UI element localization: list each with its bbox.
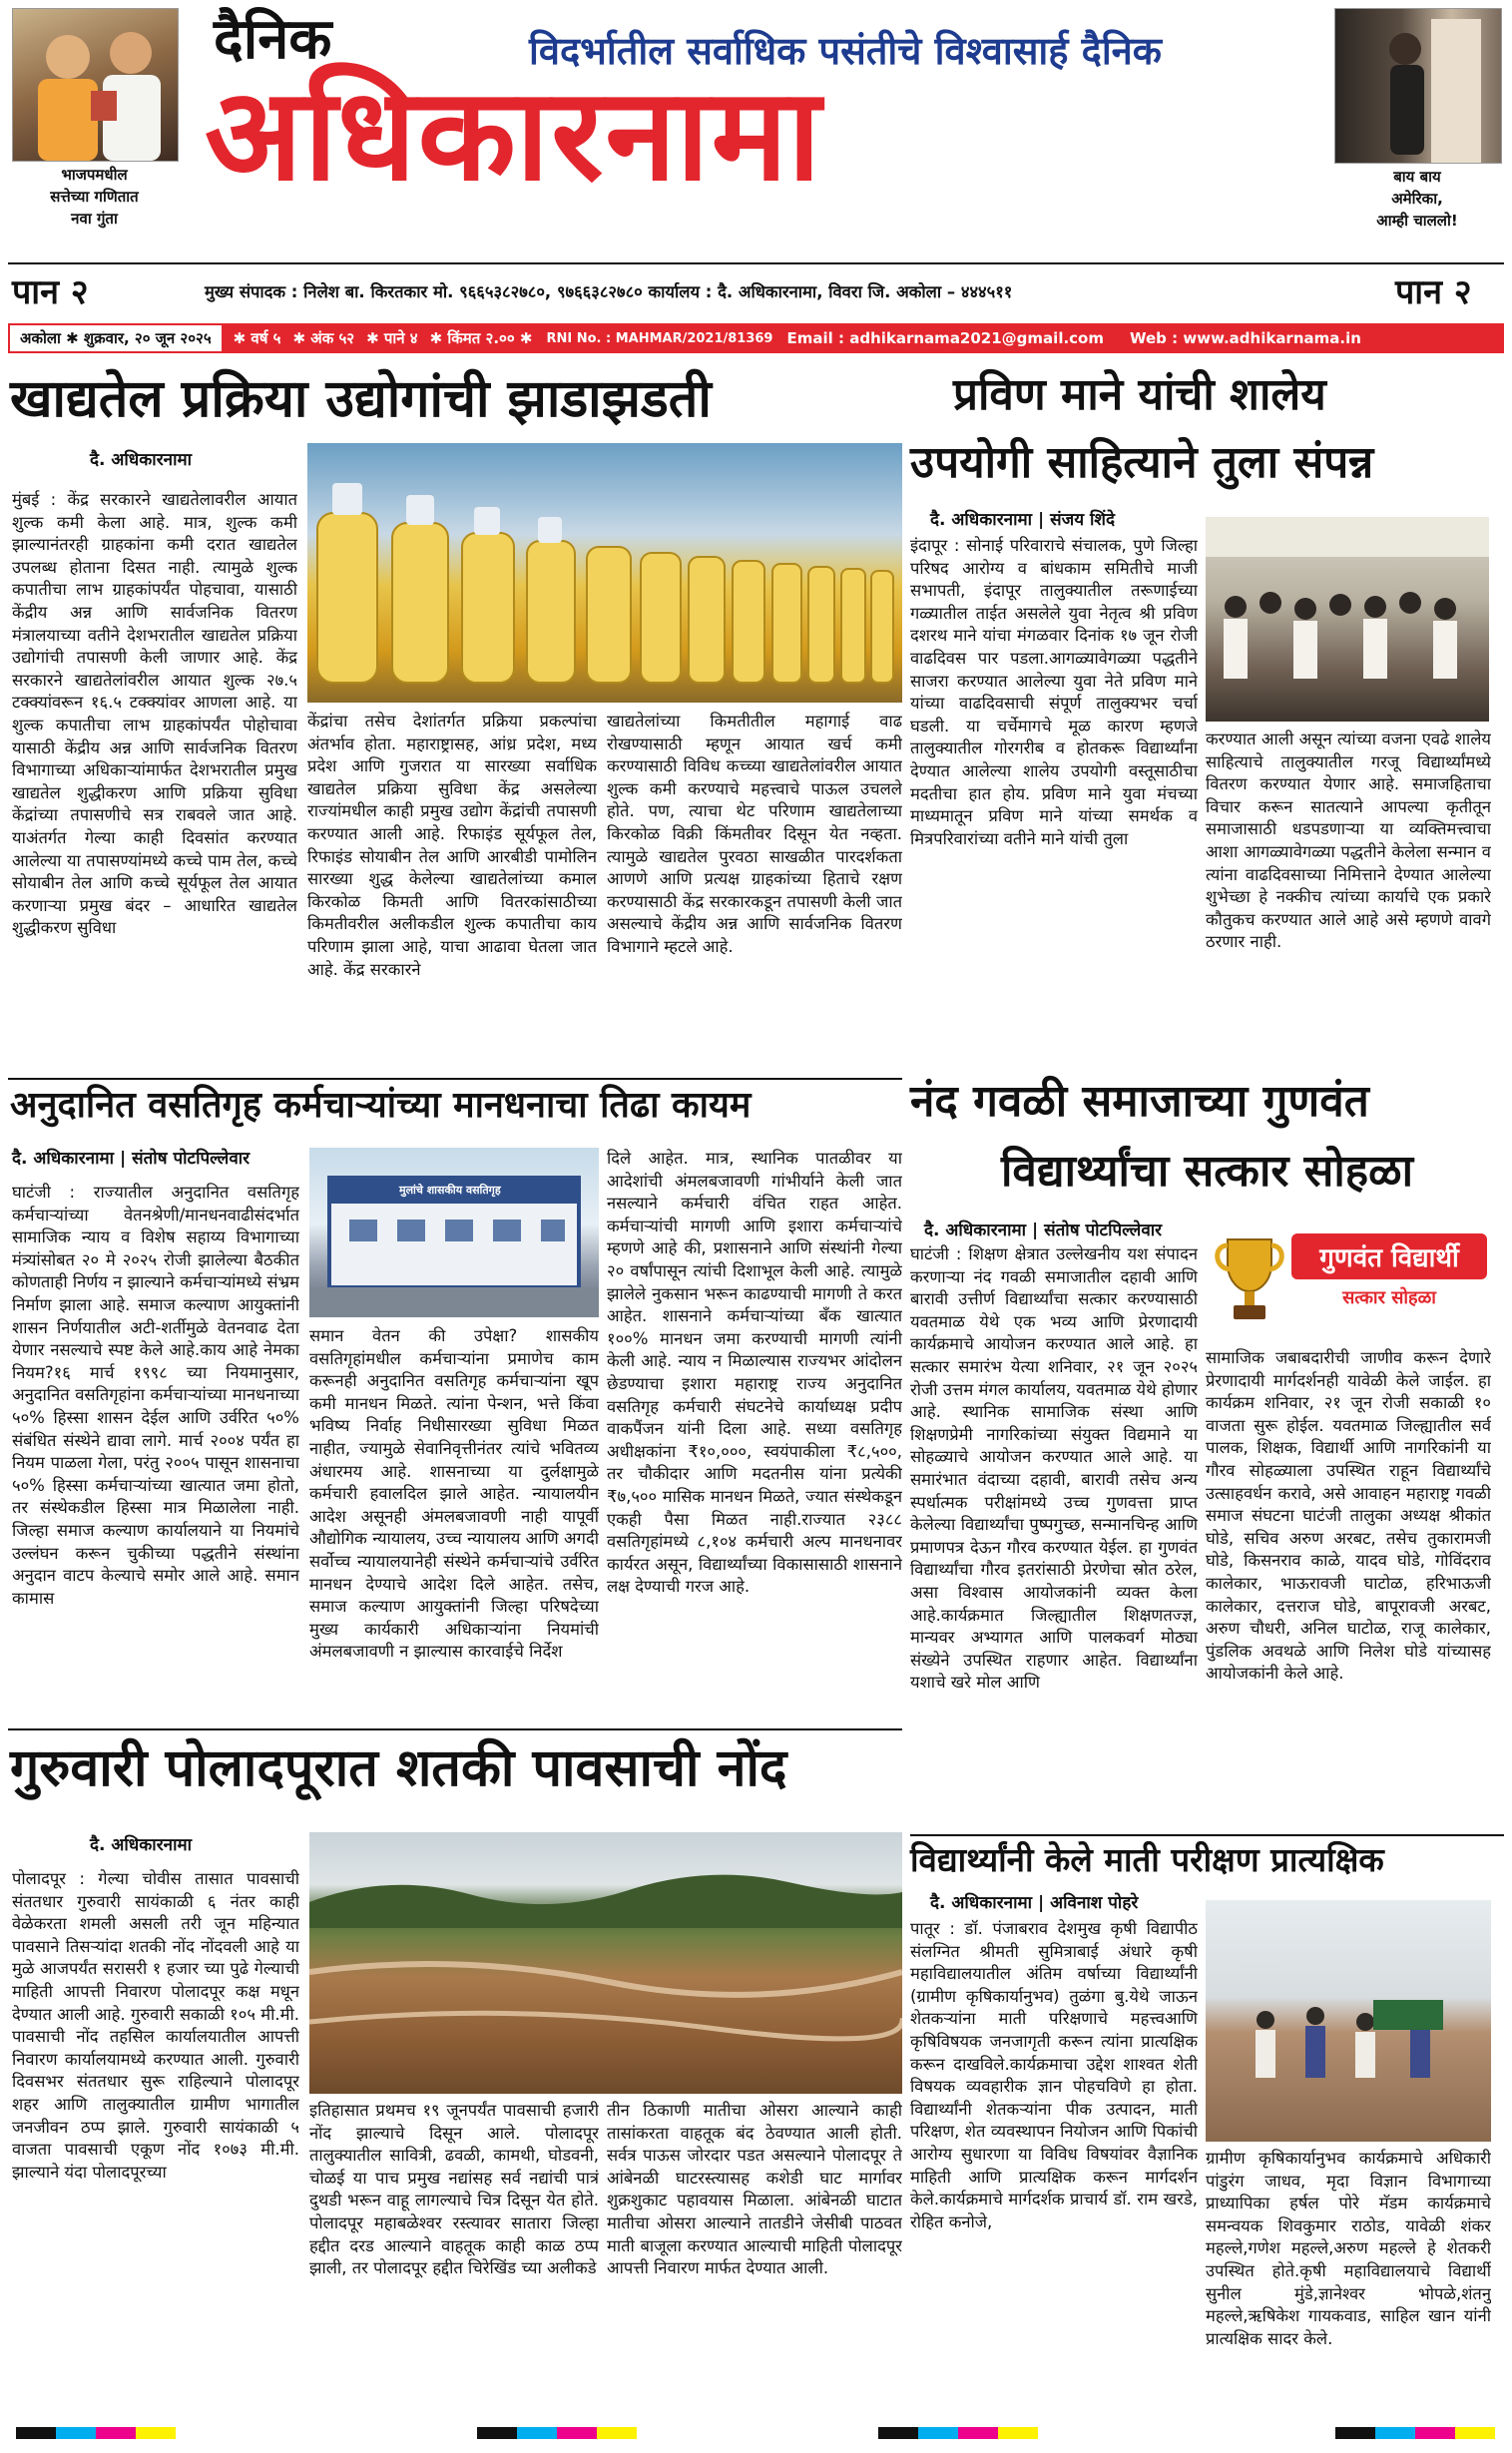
- nand-byline: दै. अधिकारनामा | संतोष पोटपिल्लेवार: [924, 1221, 1163, 1240]
- hostel-byline: दै. अधिकारनामा | संतोष पोटपिल्लेवार: [12, 1149, 251, 1169]
- soil-top-rule: [910, 1834, 1504, 1836]
- oil-bottles-photo: [307, 443, 902, 703]
- pravin-column-2: करण्यात आली असून त्यांच्या वजना एवढे शालेय साहित्याचे तालुक्यातील गरजू विद्यार्थ्यांमध्ये वितरण करण्यात येणार आहे. समाजहिताचा विचार करून सातत्याने आपल्या कृतीतून समाजासाठी धडपडणाऱ्या या व्यक्तिमत्त्वाचा आशा आगळ्यावेगळ्या पद्धतीने केलेला सन्मान व त्यांना वाढदिवसाच्या निमित्ताने देण्यात आलेल्या शुभेच्छा हे नक्कीच त्यांच्या कार्याचे एक प्रकारे कौतुकच करण्यात आले आहे असे म्हणणे वावगे ठरणार नाही.: [1206, 730, 1491, 952]
- photo-field-icon: [1206, 1900, 1491, 2142]
- info-web: Web : www.adhikarnama.in: [1129, 329, 1361, 347]
- info-date: अकोला ✱ शुक्रवार, २० जून २०२५: [10, 325, 222, 351]
- masthead-daily: दैनिक: [214, 6, 332, 72]
- photo-river-icon: [309, 1832, 902, 2094]
- hostel-column-3: दिले आहेत. मात्र, स्थानिक पातळीवर या आदेशांची अंमलबजावणी गांभीर्याने केली जात नसल्याने कर्मचारी वंचित राहत आहेत. कर्मचाऱ्यांची मागणी आणि इशारा कर्मचाऱ्यांचे म्हणणे आहे की, प्रशासनाने आणि संस्थांनी गेल्या २० वर्षांपासून त्यांची दिशाभूल केली आहे. त्यामुळे झालेले नुकसान भरून काढण्याची मागणी ते करत आहेत. शासनाने कर्मचाऱ्यांच्या बँक खात्यात १००% मानधन जमा करण्याची मागणी त्यांनी केली आहे. न्याय न मिळाल्यास राज्यभर आंदोलन छेडण्याचा इशारा महाराष्ट्र राज्य अनुदानित वसतिगृह कर्मचारी संघटनेचे कार्याध्यक्ष प्रदीप वाकपैंजन यांनी दिला आहे. सध्या वसतिगृह अधीक्षकांना ₹१०,०००, स्वयंपाकीला ₹८,५००, तर चौकीदार आणि मदतनीस यांना प्रत्येकी ₹७,५०० मासिक मानधन मिळते, ज्यात संस्थेकडून एकही पैसा मिळत नाही.राज्यात २३८८ वसतिगृहांमध्ये ८,१०४ कर्मचारी अल्प मानधनावर कार्यरत असून, विद्यार्थ्यांच्या विकासासाठी शासनाने लक्ष देण्याची गरज आहे.: [607, 1149, 902, 1597]
- hostel-column-2: समान वेतन की उपेक्षा? शासकीय वसतिगृहांमधील कर्मचाऱ्यांना प्रमाणेच काम करूनही अनुदानित वसतिगृह कर्मचाऱ्यांना खूप कमी मानधन मिळते. त्यांना पेन्शन, भत्ते किंवा भविष्य निर्वाह निधीसारख्या सुविधा मिळत नाहीत, ज्यामुळे सेवानिवृत्तीनंतर त्यांचे भवितव्य अंधारमय आहे. शासनाच्या या दुर्लक्षामुळे कर्मचारी हवालदिल झाले आहेत. न्यायालयीन आदेश असूनही अंमलबजावणी नाही यापूर्वी औद्योगिक न्यायालय, उच्च न्यायालय आणि अगदी सर्वोच्च न्यायालयानेही संस्थेने कर्मचाऱ्यांचे उर्वरित मानधन देण्याचे आदेश दिले आहेत. तसेच, समाज कल्याण आयुक्तांनी जिल्हा परिषदेच्या मुख्य कार्यकारी अधिकाऱ्यांना नियमांची अंमलबजावणी न झाल्यास कारवाईचे निर्देश: [309, 1326, 599, 1662]
- rain-column-1: पोलादपूर : गेल्या चोवीस तासात पावसाची संततधार गुरुवारी सायंकाळी ६ नंतर काही वेळेकरता शमली असली तरी जून महिन्यात पावसाने तिसऱ्यांदा शतकी नोंद नोंदवली आहे या मुळे आजपर्यंत सरासरी १ हजार च्या पुढे गेल्याची माहिती आपत्ती निवारण पोलादपूर कक्ष मधून देण्यात आली आहे. गुरुवारी सकाळी १०५ मी.मी. पावसाची नोंद तहसिल कार्यालयातील आपत्ती निवारण कार्यालयामध्ये करण्यात आली. गुरुवारी दिवसभर संततधार सुरू राहिल्याने पोलादपूर शहर आणि तालुक्यातील ग्रामीण भागातील जनजीवन ठप्प झाले. गुरुवारी सायंकाळी ५ वाजता पावसाची एकूण नोंद १०७३ मी.मी. झाल्याने यंदा पोलादपूरच्या: [12, 1869, 299, 2182]
- nand-badge-title: गुणवंत विद्यार्थी: [1291, 1233, 1487, 1279]
- masthead-right-photo: [1334, 8, 1502, 164]
- photo-building-icon: [309, 1148, 599, 1317]
- masthead-left-photo: [12, 8, 179, 162]
- rain-top-rule: [8, 1728, 902, 1730]
- info-email: Email : adhikarnama2021@gmail.com: [786, 329, 1104, 347]
- oil-column-3: खाद्यतेलांच्या किमतीतील महागाई वाढ रोखण्यासाठी म्हणून आयात खर्च कमी करण्यासाठी विविध कच्च्या खाद्यतेलांवरील आयात शुल्क कमी करण्याचे महत्त्वाचे पाऊल उचलले होते. पण, त्याचा थेट परिणाम खाद्यतेलाच्या किरकोळ विक्री किंमतीवर दिसून येत नव्हता. त्यामुळे खाद्यतेल पुरवठा साखळीत पारदर्शकता आणणे आणि प्रत्यक्ष ग्राहकांच्या हिताचे रक्षण करण्यासाठी केंद्र सरकारकडून तपासणी केली जात असल्याचे केंद्रीय अन्न आणि सार्वजनिक वितरण विभागाने म्हटले आहे.: [607, 712, 902, 956]
- soil-column-1: पातूर : डॉ. पंजाबराव देशमुख कृषी विद्यापीठ संलग्नित श्रीमती सुमित्राबाई अंधारे कृषी महाविद्यालयातील अंतिम वर्षाच्या विद्यार्थ्यांनी (ग्रामीण कृषिकार्यानुभव) तुळंगा बु.येथे जाऊन शेतकऱ्यांना माती परिक्षणाचे महत्त्वआणि कृषिविषयक जनजागृती करून त्यांना प्रात्यक्षिक करून दाखविले.कार्यक्रमाचा उद्देश शाश्वत शेती विषयक व्यवहारीक ज्ञान पोहचविणे हा होता. विद्यार्थ्यांनी शेतकऱ्यांना पीक उत्पादन, माती परिक्षण, शेत व्यवस्थापन नियोजन आणि पिकांची आरोग्य सुधारणा या विविध विषयांवर वैज्ञानिक माहिती आणि प्रात्यक्षिक करून मार्गदर्शन केले.कार्यक्रमाचे मार्गदर्शक प्राचार्य डॉ. राम खरडे, रोहित कनोजे,: [910, 1919, 1198, 2231]
- info-issue: ✱ अंक ५२: [292, 329, 355, 347]
- footer-color-bar-right: [1335, 2427, 1495, 2439]
- hostel-top-rule: [8, 1078, 902, 1080]
- oil-headline: खाद्यतेल प्रक्रिया उद्योगांची झाडाझडती: [10, 369, 712, 429]
- nand-column-2: सामाजिक जबाबदारीची जाणीव करून देणारे प्रेरणादायी मार्गदर्शनही यावेळी केले जाईल. हा कार्यक्रम शनिवार, २१ जून रोजी सकाळी १० वाजता सुरू होईल. यवतमाळ जिल्ह्यातील सर्व पालक, शिक्षक, विद्यार्थी आणि नागरिकांनी या गौरव सोहळ्याला उपस्थित राहून विद्यार्थ्यांचे उत्साहवर्धन करावे, असे आवाहन महाराष्ट्र गवळी समाज संघटना घाटंजी तालुका अध्यक्ष श्रीकांत घोडे, सचिव अरुण अरबट, तसेच तुकारामजी घोडे, किसनराव काळे, यादव घोडे, गोविंदराव कालेकार, भाऊरावजी घाटोळ, हरिभाऊजी कालेकार, दत्तराज घोडे, बापूरावजी अरबट, अरुण चौधरी, अनिल घाटोळ, राजू कालेकार, पुंडलिक अवथळे आणि निलेश घोडे यांच्यासह आयोजकांनी केले आहे.: [1206, 1348, 1491, 1684]
- masthead-rule: [8, 262, 1504, 264]
- info-pages: ✱ पाने ४: [366, 329, 418, 347]
- footer-color-bar-left: [16, 2427, 176, 2439]
- soil-byline: दै. अधिकारनामा | अविनाश पोहरे: [930, 1893, 1139, 1913]
- nand-headline-line-1: नंद गवळी समाजाच्या गुणवंत: [910, 1076, 1369, 1127]
- oil-bottles-icon: [307, 443, 902, 703]
- masthead-name: अधिकारनामा: [205, 60, 823, 210]
- nand-column-1: घाटंजी : शिक्षण क्षेत्रात उल्लेखनीय यश संपादन करणाऱ्या नंद गवळी समाजातील दहावी आणि बारावी उत्तीर्ण विद्यार्थ्यांचा सत्कार करण्यासाठी यवतमाळ येथे एक भव्य आणि प्रेरणादायी कार्यक्रमाचे आयोजन करण्यात आले आहे. हा सत्कार समारंभ येत्या शनिवार, २१ जून २०२५ रोजी उत्तम मंगल कार्यालय, यवतमाळ येथे होणार आहे. स्थानिक सामाजिक संस्था आणि शिक्षणप्रेमी नागरिकांच्या संयुक्त विद्यमाने या सोहळ्याचे आयोजन करण्यात आले आहे. या समारंभात वंदाच्या दहावी, बारावी तसेच अन्य स्पर्धात्मक परीक्षांमध्ये उच्च गुणवत्ता प्राप्त केलेल्या विद्यार्थ्यांचा पुष्पगुच्छ, सन्मानचिन्ह आणि प्रमाणपत्र देऊन गौरव करण्यात येईल. हा गुणवंत विद्यार्थ्यांचा गौरव इतरांसाठी प्रेरणेचा स्रोत ठरेल, असा विश्वास आयोजकांनी व्यक्त केला आहे.कार्यक्रमात जिल्ह्यातील शिक्षणतज्ज्ञ, मान्यवर अभ्यागत आणि पालकवर्ग मोठ्या संख्येने उपस्थित राहणार आहेत. विद्यार्थ्यांना यशाचे खरे मोल आणि: [910, 1244, 1198, 1693]
- rain-headline: गुरुवारी पोलादपूरात शतकी पावसाची नोंद: [10, 1738, 787, 1798]
- trophy-icon: [1210, 1229, 1289, 1329]
- info-price: ✱ किंमत २.०० ✱: [429, 329, 533, 347]
- footer-color-bar-center: [477, 2427, 637, 2439]
- pravin-headline-line-1: प्रविण माने यांची शालेय: [953, 369, 1326, 420]
- nand-badge-sub: सत्कार सोहळा: [1342, 1287, 1436, 1308]
- footer-color-bar-center-2: [878, 2427, 1038, 2439]
- hostel-headline: अनुदानित वसतिगृह कर्मचाऱ्यांच्या मानधनाचा तिढा कायम: [10, 1085, 752, 1126]
- page-number-right: पान २: [1395, 272, 1472, 312]
- info-year: ✱ वर्ष ५: [233, 329, 281, 347]
- photo-doorway-icon: [1335, 9, 1501, 163]
- pravin-event-photo: [1206, 517, 1489, 722]
- hostel-building-photo: [309, 1148, 599, 1317]
- rain-column-3: तीन ठिकाणी मातीचा ओसरा आल्याने काही तासांकरता वाहतूक बंद ठेवण्यात आली होती. सर्वत्र पाऊस जोरदार पडत असल्याने पोलादपूर ते आंबेनळी घाटरस्त्यासह कशेडी घाट मार्गावर शुक्रशुकाट पहावयास मिळाला. आंबेनळी घाटात मातीचा ओसरा आल्याने तातडीने जेसीबी पाठवत माती बाजूला करण्यात आल्याची माहिती पोलादपूर आपत्ती निवारण मार्फत देण्यात आली.: [607, 2101, 902, 2278]
- info-rni: RNI No. : MAHMAR/2021/81369: [546, 330, 773, 346]
- pravin-byline: दै. अधिकारनामा | संजय शिंदे: [930, 510, 1115, 530]
- photo-crowd-icon: [1206, 517, 1489, 722]
- hostel-column-1: घाटंजी : राज्यातील अनुदानित वसतिगृह कर्मचाऱ्यांच्या वेतनश्रेणी/मानधनवाढीसंदर्भात सामाजिक न्याय व विशेष सहाय्य विभागाच्या मंत्र्यांसोबत २० मे २०२५ रोजी झालेल्या बैठकीत कोणताही निर्णय न झाल्याने कर्मचाऱ्यांमध्ये संभ्रम निर्माण झाला आहे. समाज कल्याण आयुक्तांनी शासन निर्णयातील अटी-शर्तीमुळे वेतनवाढ देता येणार नसल्याचे स्पष्ट केले आहे.काय आहे नेमका नियम?१६ मार्च १९९८ च्या नियमानुसार, अनुदानित वसतिगृहांना कर्मचाऱ्यांच्या मानधनाच्या ५०% हिस्सा शासन देईल आणि उर्वरित ५०% संबंधित संस्थेने द्यावा लागे. मार्च २००४ पर्यंत हा नियम पाळला गेला, परंतु २००५ पासून शासनाचा ५०% हिस्सा कर्मचाऱ्यांच्या खात्यात जमा होतो, तर संस्थेकडील हिस्सा मात्र मिळालेला नाही. जिल्हा समाज कल्याण कार्यालयाने या नियमांचे उल्लंघन करून चुकीच्या पद्धतीने संस्थांना अनुदान वाटप केल्याचे समोर आले आहे. समान कामास: [12, 1183, 299, 1608]
- oil-byline: दै. अधिकारनामा: [90, 450, 193, 470]
- rain-byline: दै. अधिकारनामा: [90, 1835, 193, 1855]
- soil-headline: विद्यार्थ्यांनी केले माती परीक्षण प्रात्यक्षिक: [910, 1840, 1384, 1879]
- rain-river-photo: [309, 1832, 902, 2094]
- rain-column-2: इतिहासात प्रथमच १९ जूनपर्यंत पावसाची हजारी नोंद झाल्याचे दिसून आले. पोलादपूर तालुक्यातील सावित्री, ढवळी, कामथी, घोडवनी, चोळई या पाच प्रमुख नद्यांसह सर्व नद्यांची पात्रं दुथडी भरून वाहू लागल्याचे चित्र दिसून येत होते. पोलादपूर महाबळेश्वर रस्त्यावर सातारा जिल्हा हद्दीत दरड आल्याने वाहतूक काही काळ ठप्प झाली, तर पोलादपूर हद्दीत चिरेखिंड च्या अलीकडे: [309, 2101, 599, 2278]
- oil-column-1: मुंबई : केंद्र सरकारने खाद्यतेलावरील आयात शुल्क कमी केला आहे. मात्र, शुल्क कमी झाल्यानंतरही ग्राहकांना कमी दरात खाद्यतेल उपलब्ध होताना दिसत नाही. त्यामुळे शुल्क कपातीचा लाभ ग्राहकांपर्यंत पोहचावा, यासाठी केंद्रीय अन्न आणि सार्वजनिक वितरण मंत्रालयाच्या वतीने देशभरातील खाद्यतेल प्रक्रिया उद्योगांची तपासणी केली जाणार आहे. केंद्र सरकारने खाद्यतेलांवरील आयात शुल्क २७.५ टक्क्यांवरून १६.५ टक्क्यांवर आणला आहे. या शुल्क कपातीचा लाभ ग्राहकांपर्यंत पोहोचावा यासाठी केंद्रीय अन्न आणि सार्वजनिक वितरण विभागाच्या अधिकाऱ्यांमार्फत देशभरातील प्रमुख खाद्यतेल शुद्धीकरण आणि प्रक्रिया सुविधा केंद्रांच्या तपासणीचे सत्र राबवले जात आहे. याअंतर्गत गेल्या काही दिवसांत करण्यात आलेल्या या तपासण्यांमध्ये कच्चे पाम तेल, कच्चे सोयाबीन तेल आणि कच्चे सूर्यफूल तेल आयात करणाऱ्या प्रमुख बंदर – आधारित खाद्यतेल शुद्धीकरण सुविधा: [12, 490, 297, 938]
- masthead-left-caption: भाजपमधील सत्तेच्या गणितात नवा गुंता: [50, 166, 139, 228]
- soil-column-2: ग्रामीण कृषिकार्यानुभव कार्यक्रमाचे अधिकारी पांडुरंग जाधव, मृदा विज्ञान विभागाच्या प्राध्यापिका हर्षल पोरे मॅडम कार्यक्रमाचे समन्वयक शिवकुमार राठोड, यावेळी शंकर महल्ले,गणेश महल्ले,अरुण महल्ले हे शेतकरी उपस्थित होते.कृषी महाविद्यालयाचे विद्यार्थी सुनील मुंडे,ज्ञानेश्वर भोपळे,शंतनु महल्ले,ऋषिकेश गायकवाड, साहिल खान यांनी प्रात्यक्षिक सादर केले.: [1206, 2149, 1491, 2348]
- page-number-left: पान २: [12, 272, 89, 312]
- pravin-column-1: इंदापूर : सोनाई परिवाराचे संचालक, पुणे जिल्हा परिषद आरोग्य व बांधकाम समितीचे माजी सभापती, इंदापूर तालुक्यातील तरूणाईच्या गळ्यातील ताईत असलेले युवा नेतृत्व श्री प्रविण दशरथ माने यांचा मंगळवार दिनांक १७ जून रोजी वाढदिवस पार पडला.आगळ्यावेगळ्या पद्धतीने साजरा करण्यात आलेल्या युवा नेते प्रविण माने यांच्या वाढदिवसाची संपूर्ण तालुक्यभर चर्चा घडली. या चर्चेमागचे मूळ कारण म्हणजे तालुक्यातील गोरगरीब व होतकरू विद्यार्थ्यांना देण्यात आलेल्या शालेय उपयोगी वस्तूसाठीचा मदतीचा हात होय. प्रविण माने युवा मंचच्या माध्यमातून प्रविण माने यांच्या समर्थक व मित्रपरिवारांच्या वतीने माने यांची तुला: [910, 536, 1198, 848]
- info-bar: [8, 323, 1504, 353]
- nand-badge: [1206, 1226, 1491, 1335]
- hostel-photo-sign: मुलांचे शासकीय वसतिगृह: [399, 1184, 501, 1197]
- photo-people-icon: [13, 9, 178, 161]
- soil-field-photo: [1206, 1900, 1491, 2142]
- nand-headline-line-2: विद्यार्थ्यांचा सत्कार सोहळा: [1001, 1146, 1413, 1197]
- pravin-headline-line-2: उपयोगी साहित्याने तुला संपन्न: [910, 437, 1374, 488]
- masthead-tagline: विदर्भातील सर्वाधिक पसंतीचे विश्वासार्ह दैनिक: [529, 29, 1162, 73]
- masthead-right-caption: बाय बाय अमेरिका, आम्ही चाललो!: [1376, 168, 1458, 230]
- oil-column-2: केंद्रांचा तसेच देशांतर्गत प्रक्रिया प्रकल्पांचा अंतर्भाव होता. महाराष्ट्रासह, आंध्र प्रदेश, मध्य प्रदेश आणि गुजरात या सारख्या सर्वाधिक खाद्यतेल प्रक्रिया सुविधा केंद्र असलेल्या राज्यांमधील काही प्रमुख उद्योग केंद्रांची तपासणी करण्यात आली आहे. रिफाइंड सूर्यफूल तेल, रिफाइंड सोयाबीन तेल आणि आरबीडी पामोलिन सारख्या शुद्ध केलेल्या खाद्यतेलांच्या कमाल किरकोळ किमती आणि वितरकांसाठीच्या किमतीवरील अलीकडील शुल्क कपातीचा काय परिणाम झाला आहे, याचा आढावा घेतला जात आहे. केंद्र सरकारने: [307, 712, 597, 979]
- editor-line: मुख्य संपादक : निलेश बा. किरतकार मो. ९६६५३८२७८०, ९७६६३८२७८० कार्यालय : दै. अधिकारनामा, विवरा जि. अकोला – ४४४५११: [205, 282, 1013, 301]
